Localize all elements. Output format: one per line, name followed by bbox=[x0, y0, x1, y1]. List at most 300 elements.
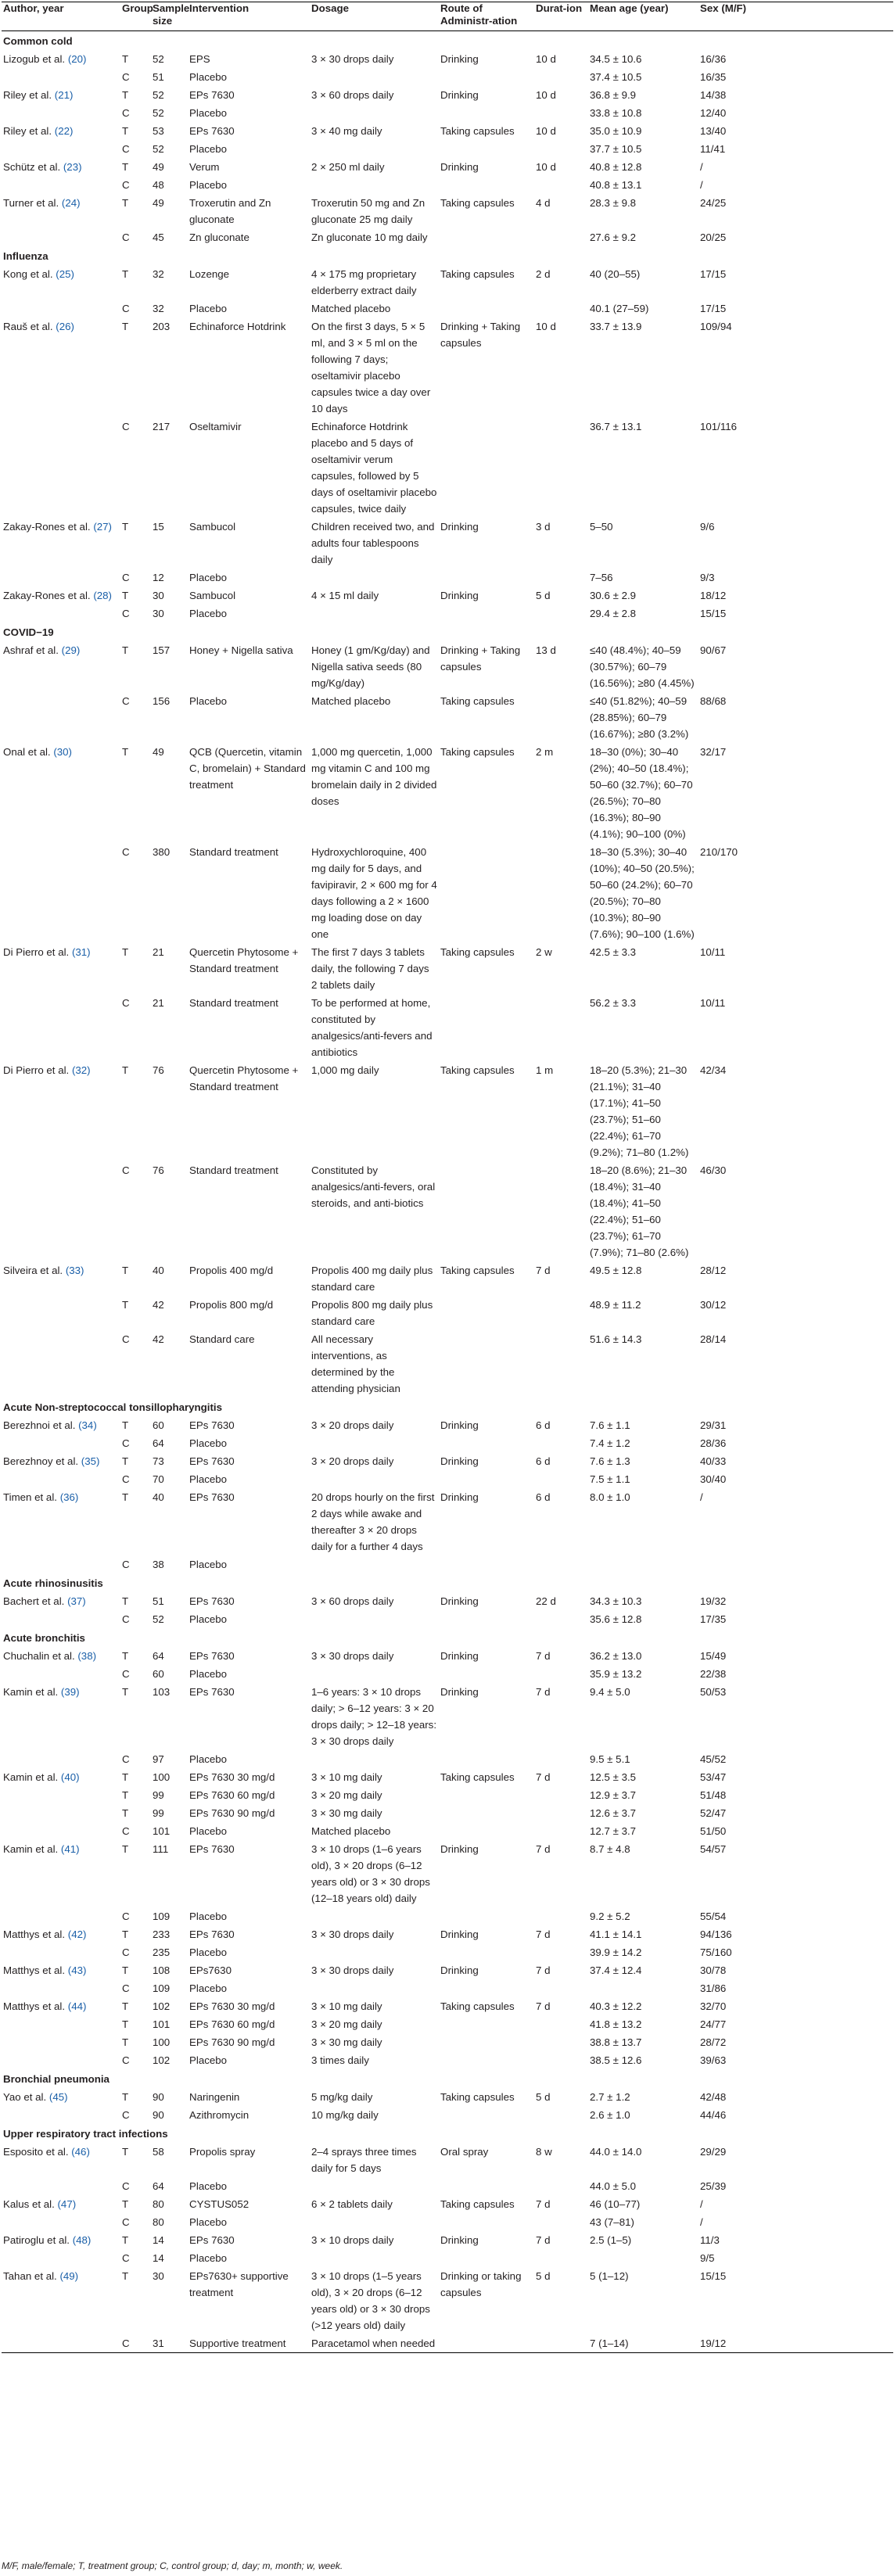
citation-link[interactable]: (43) bbox=[67, 1964, 87, 1976]
cell-author bbox=[2, 228, 120, 246]
cell-author bbox=[2, 1822, 120, 1840]
cell-intervention: EPs 7630 30 mg/d bbox=[189, 1771, 275, 1783]
cell-sex: 31/86 bbox=[700, 1982, 727, 1994]
citation-link[interactable]: (45) bbox=[48, 2091, 68, 2103]
citation-link[interactable]: (21) bbox=[54, 89, 74, 101]
cell-intervention: EPs 7630 bbox=[189, 1491, 235, 1503]
cell-duration bbox=[534, 1804, 588, 1822]
citation-link[interactable]: (25) bbox=[56, 268, 74, 280]
table-row bbox=[2, 1907, 893, 1925]
cell-sample-size: 102 bbox=[153, 2054, 171, 2066]
cell-dosage: 3 × 10 drops (1–5 years old), 3 × 20 drops (6–12 years old) or 3 × 30 drops (>12 years old) daily bbox=[311, 2270, 430, 2331]
cell-mean-age: 12.9 ± 3.7 bbox=[590, 1789, 637, 1801]
cell-sample-size: 40 bbox=[153, 1265, 164, 1276]
table-row bbox=[2, 843, 893, 943]
cell-sample-size: 32 bbox=[153, 303, 164, 314]
cell-route: Taking capsules bbox=[440, 2198, 515, 2210]
table-row bbox=[2, 318, 893, 418]
cell-dosage: Paracetamol when needed bbox=[310, 2334, 439, 2353]
cell-mean-age: 40 (20–55) bbox=[590, 268, 641, 280]
cell-duration: 10 d bbox=[536, 53, 556, 65]
cell-author bbox=[2, 1804, 120, 1822]
cell-sex: 210/170 bbox=[700, 846, 738, 858]
cell-group: C bbox=[122, 1437, 130, 1449]
cell-duration: 8 w bbox=[536, 2146, 552, 2158]
cell-author bbox=[2, 1768, 120, 1786]
cell-duration bbox=[534, 2015, 588, 2033]
cell-dosage: 4 × 175 mg proprietary elderberry extract daily bbox=[311, 268, 417, 296]
table-row bbox=[2, 2177, 893, 2195]
cell-author bbox=[2, 2088, 120, 2106]
table-row bbox=[2, 1822, 893, 1840]
table-row bbox=[2, 2143, 893, 2177]
cell-author bbox=[2, 158, 120, 176]
cell-sex: 28/14 bbox=[700, 1333, 727, 1345]
header-route: Route of Administr-ation bbox=[439, 2, 534, 31]
cell-sample-size: 99 bbox=[153, 1789, 164, 1801]
cell-intervention: EPs 7630 30 mg/d bbox=[189, 2000, 275, 2012]
header-sex: Sex (M/F) bbox=[698, 2, 893, 31]
table-row bbox=[2, 743, 893, 843]
cell-group: C bbox=[122, 143, 130, 155]
cell-dosage: 3 × 30 drops daily bbox=[311, 1964, 394, 1976]
cell-route bbox=[439, 1296, 534, 1330]
cell-dosage: Hydroxychloroquine, 400 mg daily for 5 days, and favipiravir, 2 × 600 mg for 4 days following a 2 × 1600 mg loading dose on day one bbox=[311, 846, 437, 940]
cell-mean-age: 46 (10–77) bbox=[590, 2198, 641, 2210]
cell-route: Drinking bbox=[440, 89, 479, 101]
cell-author bbox=[2, 943, 120, 994]
cell-sample-size: 233 bbox=[153, 1928, 171, 1940]
cell-sex: 15/15 bbox=[700, 608, 727, 619]
cell-group: T bbox=[122, 268, 129, 280]
author-name: Riley et al. bbox=[3, 89, 52, 101]
table-footnote: M/F, male/female; T, treatment group; C, control group; d, day; m, month; w, week. bbox=[2, 2560, 343, 2571]
cell-duration bbox=[534, 1979, 588, 1997]
table-row bbox=[2, 1555, 893, 1573]
header-dosage: Dosage bbox=[310, 2, 439, 31]
cell-sample-size: 48 bbox=[153, 179, 164, 191]
cell-intervention: Placebo bbox=[189, 1613, 228, 1625]
cell-route: Drinking bbox=[440, 1964, 479, 1976]
cell-group: T bbox=[122, 746, 129, 758]
cell-author bbox=[2, 1907, 120, 1925]
cell-mean-age bbox=[588, 2249, 698, 2267]
cell-dosage: 3 × 30 drops daily bbox=[311, 1928, 394, 1940]
cell-intervention: Placebo bbox=[189, 2216, 228, 2228]
table-row bbox=[2, 2033, 893, 2051]
citation-link[interactable]: (23) bbox=[63, 161, 82, 173]
cell-intervention: Propolis 800 mg/d bbox=[189, 1299, 274, 1311]
cell-route bbox=[439, 1979, 534, 1997]
cell-dosage: 3 × 30 mg daily bbox=[311, 1807, 382, 1819]
section-header-row bbox=[2, 2069, 893, 2088]
author-name: Berezhnoy et al. bbox=[3, 1455, 79, 1467]
cell-mean-age: 27.6 ± 9.2 bbox=[590, 231, 637, 243]
cell-author bbox=[2, 1452, 120, 1470]
table-row bbox=[2, 228, 893, 246]
cell-mean-age: 43 (7–81) bbox=[590, 2216, 634, 2228]
table-row bbox=[2, 1061, 893, 1161]
cell-group: T bbox=[122, 161, 129, 173]
cell-author bbox=[2, 140, 120, 158]
cell-group: T bbox=[122, 2000, 129, 2012]
cell-duration bbox=[534, 1907, 588, 1925]
header-duration: Durat-ion bbox=[534, 2, 588, 31]
citation-link[interactable]: (20) bbox=[67, 53, 87, 65]
cell-sex: 40/33 bbox=[700, 1455, 727, 1467]
cell-route: Drinking bbox=[440, 1419, 479, 1431]
cell-duration bbox=[534, 228, 588, 246]
cell-intervention: Placebo bbox=[189, 572, 228, 583]
cell-sex: 18/12 bbox=[700, 590, 727, 601]
section-header-row bbox=[2, 622, 893, 641]
cell-dosage: 2–4 sprays three times daily for 5 days bbox=[311, 2146, 417, 2174]
citation-link[interactable]: (49) bbox=[59, 2270, 79, 2282]
citation-link[interactable]: (30) bbox=[53, 746, 72, 758]
author-name: Kalus et al. bbox=[3, 2198, 55, 2210]
cell-intervention: Placebo bbox=[189, 695, 228, 707]
cell-group: C bbox=[122, 1910, 130, 1922]
citation-link[interactable]: (36) bbox=[59, 1491, 79, 1503]
citation-link[interactable]: (48) bbox=[72, 2234, 92, 2246]
cell-duration bbox=[534, 1470, 588, 1488]
cell-route bbox=[439, 176, 534, 194]
cell-dosage: All necessary interventions, as determined by the attending physician bbox=[311, 1333, 400, 1394]
cell-sex: / bbox=[700, 1491, 703, 1503]
author-name: Rauš et al. bbox=[3, 321, 53, 332]
cell-dosage: 3 × 20 mg daily bbox=[311, 1789, 382, 1801]
cell-mean-age: 8.0 ± 1.0 bbox=[590, 1491, 630, 1503]
citation-link[interactable]: (22) bbox=[54, 125, 74, 137]
author-name: Riley et al. bbox=[3, 125, 52, 137]
cell-mean-age: 34.5 ± 10.6 bbox=[590, 53, 642, 65]
cell-author bbox=[2, 1592, 120, 1610]
cell-duration: 7 d bbox=[536, 2198, 551, 2210]
author-name: Kamin et al. bbox=[3, 1843, 59, 1855]
cell-sex: 12/40 bbox=[700, 107, 727, 119]
cell-route: Taking capsules bbox=[440, 2000, 515, 2012]
citation-link[interactable]: (29) bbox=[61, 644, 81, 656]
section-header-row bbox=[2, 1573, 893, 1592]
cell-route: Taking capsules bbox=[440, 197, 515, 209]
cell-group: C bbox=[122, 1333, 130, 1345]
cell-author bbox=[2, 587, 120, 605]
cell-dosage bbox=[310, 605, 439, 622]
cell-mean-age: 12.5 ± 3.5 bbox=[590, 1771, 637, 1783]
cell-route: Drinking bbox=[440, 53, 479, 65]
cell-duration bbox=[534, 1822, 588, 1840]
citation-link[interactable]: (28) bbox=[93, 590, 112, 601]
table-row bbox=[2, 1416, 893, 1434]
cell-route: Drinking bbox=[440, 1843, 479, 1855]
cell-group: T bbox=[122, 521, 129, 533]
cell-sex bbox=[698, 1555, 893, 1573]
cell-author bbox=[2, 1997, 120, 2015]
cell-sample-size: 52 bbox=[153, 143, 164, 155]
table-row bbox=[2, 300, 893, 318]
cell-sample-size: 76 bbox=[153, 1164, 164, 1176]
cell-sample-size: 60 bbox=[153, 1419, 164, 1431]
citation-link[interactable]: (40) bbox=[60, 1771, 80, 1783]
cell-route bbox=[439, 2106, 534, 2124]
cell-group: T bbox=[122, 590, 129, 601]
citation-link[interactable]: (34) bbox=[78, 1419, 97, 1431]
cell-group: T bbox=[122, 2091, 129, 2103]
citation-link[interactable]: (24) bbox=[61, 197, 81, 209]
cell-intervention: Placebo bbox=[189, 1910, 228, 1922]
cell-duration bbox=[534, 2033, 588, 2051]
cell-sample-size: 90 bbox=[153, 2091, 164, 2103]
citation-link[interactable]: (37) bbox=[67, 1595, 86, 1607]
cell-group: C bbox=[120, 2334, 151, 2353]
table-row bbox=[2, 943, 893, 994]
table-row bbox=[2, 1434, 893, 1452]
citation-link[interactable]: (46) bbox=[71, 2146, 90, 2158]
citation-link[interactable]: (44) bbox=[67, 2000, 87, 2012]
cell-author bbox=[2, 1488, 120, 1555]
cell-mean-age bbox=[588, 1555, 698, 1573]
cell-mean-age: 9.4 ± 5.0 bbox=[590, 1686, 630, 1698]
citation-link[interactable]: (39) bbox=[60, 1686, 80, 1698]
cell-group: T bbox=[122, 2018, 129, 2030]
cell-dosage: 4 × 15 ml daily bbox=[311, 590, 379, 601]
cell-sex: 24/25 bbox=[700, 197, 727, 209]
cell-sex: 46/30 bbox=[700, 1164, 727, 1176]
cell-route bbox=[439, 569, 534, 587]
cell-sex: 15/49 bbox=[700, 1650, 727, 1662]
cell-route bbox=[439, 1907, 534, 1925]
header-intervention: Intervention bbox=[188, 2, 310, 31]
cell-sample-size: 31 bbox=[151, 2334, 188, 2353]
cell-intervention: Echinaforce Hotdrink bbox=[189, 321, 286, 332]
cell-duration bbox=[534, 68, 588, 86]
cell-group: C bbox=[122, 1473, 130, 1485]
section-header-row bbox=[2, 1628, 893, 1647]
cell-sample-size: 73 bbox=[153, 1455, 164, 1467]
cell-sample-size: 64 bbox=[153, 2180, 164, 2192]
cell-sex: / bbox=[700, 161, 703, 173]
cell-group: T bbox=[122, 644, 129, 656]
table-row bbox=[2, 158, 893, 176]
cell-mean-age: 12.6 ± 3.7 bbox=[590, 1807, 637, 1819]
cell-author bbox=[2, 2249, 120, 2267]
cell-route: Drinking bbox=[440, 161, 479, 173]
cell-author bbox=[2, 1925, 120, 1943]
author-name: Silveira et al. bbox=[3, 1265, 63, 1276]
citation-link[interactable]: (35) bbox=[81, 1455, 100, 1467]
cell-sample-size: 53 bbox=[153, 125, 164, 137]
table-row bbox=[2, 1786, 893, 1804]
citation-link[interactable]: (38) bbox=[77, 1650, 97, 1662]
author-name: Zakay-Rones et al. bbox=[3, 590, 91, 601]
table-row bbox=[2, 1750, 893, 1768]
cell-intervention: EPs 7630 bbox=[189, 1455, 235, 1467]
cell-route bbox=[439, 1330, 534, 1397]
cell-dosage: 3 × 10 drops daily bbox=[311, 2234, 394, 2246]
table-row bbox=[2, 1665, 893, 1683]
cell-mean-age: 2.6 ± 1.0 bbox=[590, 2109, 630, 2121]
cell-sample-size: 109 bbox=[153, 1910, 171, 1922]
cell-sex: 28/12 bbox=[700, 1265, 727, 1276]
cell-mean-age: 44.0 ± 14.0 bbox=[590, 2146, 642, 2158]
cell-group: T bbox=[122, 946, 129, 958]
author-name: Matthys et al. bbox=[3, 1928, 66, 1940]
cell-mean-age: ≤40 (48.4%); 40–59 (30.57%); 60–79 (16.56%); ≥80 (4.45%) bbox=[590, 644, 695, 689]
cell-route: Drinking bbox=[440, 590, 479, 601]
table-row bbox=[2, 1997, 893, 2015]
cell-sample-size: 111 bbox=[153, 1843, 169, 1855]
citation-link[interactable]: (31) bbox=[71, 946, 91, 958]
cell-intervention: Placebo bbox=[189, 1473, 228, 1485]
cell-intervention: EPs 7630 bbox=[189, 125, 235, 137]
cell-author bbox=[2, 318, 120, 418]
cell-author bbox=[2, 1610, 120, 1628]
citation-link[interactable]: (27) bbox=[93, 521, 112, 533]
cell-author bbox=[2, 1647, 120, 1665]
cell-sex: 9/3 bbox=[700, 572, 715, 583]
cell-sample-size: 103 bbox=[153, 1686, 171, 1698]
cell-author bbox=[2, 194, 120, 228]
cell-mean-age: 40.3 ± 12.2 bbox=[590, 2000, 642, 2012]
cell-route bbox=[439, 1786, 534, 1804]
citation-link[interactable]: (32) bbox=[71, 1064, 91, 1076]
cell-group: T bbox=[122, 1455, 129, 1467]
cell-group: C bbox=[122, 303, 130, 314]
cell-mean-age: 51.6 ± 14.3 bbox=[590, 1333, 642, 1345]
cell-group: T bbox=[122, 321, 129, 332]
cell-route bbox=[439, 1804, 534, 1822]
cell-dosage: Honey (1 gm/Kg/day) and Nigella sativa seeds (80 mg/Kg/day) bbox=[311, 644, 430, 689]
cell-sex: / bbox=[700, 2198, 703, 2210]
cell-dosage: Propolis 400 mg daily plus standard care bbox=[311, 1265, 433, 1293]
cell-duration bbox=[534, 2249, 588, 2267]
cell-intervention: Azithromycin bbox=[189, 2109, 250, 2121]
table-row bbox=[2, 2051, 893, 2069]
cell-dosage: 3 × 10 mg daily bbox=[311, 2000, 382, 2012]
cell-sex: / bbox=[700, 179, 703, 191]
cell-sample-size: 101 bbox=[153, 1825, 171, 1837]
cell-mean-age: 33.7 ± 13.9 bbox=[590, 321, 642, 332]
cell-duration: 2 w bbox=[536, 946, 552, 958]
cell-duration: 2 d bbox=[536, 268, 551, 280]
citation-link[interactable]: (42) bbox=[67, 1928, 87, 1940]
cell-mean-age: 7–56 bbox=[590, 572, 613, 583]
cell-mean-age: 40.8 ± 13.1 bbox=[590, 179, 642, 191]
cell-duration bbox=[534, 2334, 588, 2353]
cell-dosage bbox=[310, 104, 439, 122]
cell-mean-age: 30.6 ± 2.9 bbox=[590, 590, 637, 601]
citation-link[interactable]: (41) bbox=[60, 1843, 80, 1855]
cell-sex: 17/15 bbox=[700, 303, 727, 314]
cell-group: T bbox=[122, 2234, 129, 2246]
table-row bbox=[2, 641, 893, 692]
cell-mean-age: 5 (1–12) bbox=[590, 2270, 629, 2282]
section-header-row bbox=[2, 1397, 893, 1416]
author-name: Kamin et al. bbox=[3, 1686, 59, 1698]
cell-author bbox=[2, 265, 120, 300]
cell-duration bbox=[534, 2051, 588, 2069]
cell-mean-age: 2.5 (1–5) bbox=[590, 2234, 632, 2246]
cell-mean-age: 39.9 ± 14.2 bbox=[590, 1946, 642, 1958]
cell-mean-age: 18–20 (8.6%); 21–30 (18.4%); 31–40 (18.4%); 41–50 (22.4%); 51–60 (23.7%); 61–70 (7.9%); 71–80 (2.6%) bbox=[590, 1164, 689, 1258]
cell-sample-size: 30 bbox=[153, 2270, 164, 2282]
author-name: Zakay-Rones et al. bbox=[3, 521, 91, 533]
cell-route: Drinking bbox=[440, 1491, 479, 1503]
cell-duration bbox=[534, 300, 588, 318]
cell-route bbox=[439, 68, 534, 86]
cell-sex: 19/32 bbox=[700, 1595, 727, 1607]
cell-duration bbox=[534, 418, 588, 518]
cell-author bbox=[2, 300, 120, 318]
cell-dosage bbox=[310, 1434, 439, 1452]
cell-intervention: Standard treatment bbox=[189, 846, 278, 858]
cell-mean-age: 28.3 ± 9.8 bbox=[590, 197, 637, 209]
cell-dosage: Matched placebo bbox=[311, 695, 391, 707]
cell-duration bbox=[534, 2213, 588, 2231]
cell-group: T bbox=[122, 1771, 129, 1783]
cell-dosage bbox=[310, 1750, 439, 1768]
cell-author bbox=[2, 86, 120, 104]
cell-duration bbox=[534, 1555, 588, 1573]
cell-author bbox=[2, 605, 120, 622]
cell-route bbox=[439, 1610, 534, 1628]
citation-link[interactable]: (47) bbox=[57, 2198, 77, 2210]
cell-route: Drinking bbox=[440, 1686, 479, 1698]
cell-sex: 90/67 bbox=[700, 644, 727, 656]
cell-author bbox=[2, 418, 120, 518]
citation-link[interactable]: (26) bbox=[56, 321, 74, 332]
cell-group: C bbox=[122, 2109, 130, 2121]
cell-group: T bbox=[122, 2146, 129, 2158]
cell-intervention: Standard treatment bbox=[189, 1164, 278, 1176]
cell-dosage: 3 × 40 mg daily bbox=[311, 125, 382, 137]
cell-dosage bbox=[310, 2249, 439, 2267]
author-name: Tahan et al. bbox=[3, 2270, 57, 2282]
cell-dosage: 20 drops hourly on the first 2 days while awake and thereafter 3 × 20 drops daily for a further 4 days bbox=[311, 1491, 435, 1552]
table-row bbox=[2, 2015, 893, 2033]
cell-author bbox=[2, 1840, 120, 1907]
author-name: Di Pierro et al. bbox=[3, 1064, 70, 1076]
cell-group: T bbox=[122, 1807, 129, 1819]
cell-route bbox=[439, 1555, 534, 1573]
cell-sex: 11/41 bbox=[700, 143, 726, 155]
cell-route bbox=[439, 140, 534, 158]
cell-dosage bbox=[310, 176, 439, 194]
cell-sample-size: 109 bbox=[153, 1982, 171, 1994]
cell-duration bbox=[534, 994, 588, 1061]
cell-group: C bbox=[122, 1946, 130, 1958]
cell-intervention: Placebo bbox=[189, 1825, 228, 1837]
cell-sample-size: 64 bbox=[153, 1437, 164, 1449]
cell-author bbox=[2, 1470, 120, 1488]
cell-sex: 25/39 bbox=[700, 2180, 727, 2192]
cell-mean-age: 38.5 ± 12.6 bbox=[590, 2054, 642, 2066]
cell-route: Oral spray bbox=[440, 2146, 489, 2158]
cell-author bbox=[2, 843, 120, 943]
cell-dosage: 1,000 mg quercetin, 1,000 mg vitamin C and 100 mg bromelain daily in 2 divided doses bbox=[311, 746, 437, 807]
cell-sample-size: 58 bbox=[153, 2146, 164, 2158]
cell-duration: 7 d bbox=[536, 1265, 551, 1276]
cell-sample-size: 60 bbox=[153, 1668, 164, 1680]
table-row bbox=[2, 605, 893, 622]
cell-route: Taking capsules bbox=[440, 946, 515, 958]
cell-intervention: EPs 7630 bbox=[189, 1650, 235, 1662]
cell-sex: 16/35 bbox=[700, 71, 727, 83]
cell-duration bbox=[534, 2177, 588, 2195]
cell-group: T bbox=[122, 1491, 129, 1503]
citation-link[interactable]: (33) bbox=[65, 1265, 84, 1276]
cell-intervention: Placebo bbox=[189, 179, 228, 191]
